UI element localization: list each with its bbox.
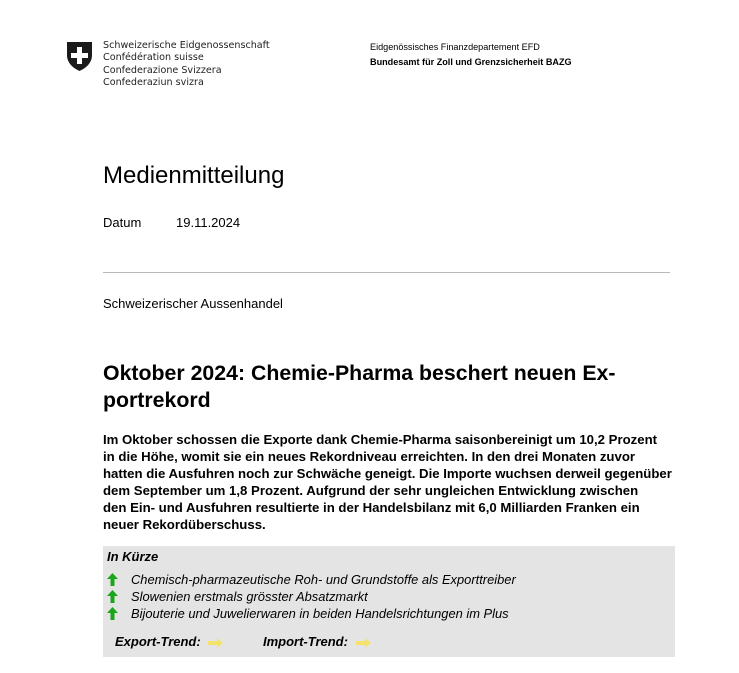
right-arrow-icon: [208, 638, 223, 648]
trend-row: [115, 634, 407, 650]
office-name: Bundesamt für Zoll und Grenzsicherheit BAZG: [370, 57, 572, 67]
summary-list: [107, 572, 516, 623]
department-name: Eidgenössisches Finanzdepartement EFD: [370, 42, 540, 52]
confederation-name-de: Schweizerische Eidgenossenschaft: [103, 40, 270, 51]
date-row: [103, 215, 241, 231]
divider: [103, 272, 670, 273]
swiss-shield-icon: [66, 41, 93, 72]
document-type: Medienmitteilung: [103, 162, 285, 189]
lead-line: in die Höhe, womit sie ein neues Rekordniveau erreichten. In den drei Monaten zuvor: [103, 448, 636, 464]
summary-item-text: Slowenien erstmals grösster Absatzmarkt: [131, 589, 368, 604]
summary-item: [107, 606, 516, 623]
summary-item-text: Chemisch-pharmazeutische Roh- und Grundstoffe als Exporttreiber: [131, 572, 516, 587]
export-trend: [115, 634, 223, 650]
date-value: 19.11.2024: [176, 215, 241, 230]
right-arrow-icon: [356, 638, 371, 648]
lead-paragraph: [103, 432, 678, 533]
export-trend-label: Export-Trend:: [115, 634, 201, 649]
summary-item-text: Bijouterie und Juwelierwaren in beiden Handelsrichtungen im Plus: [131, 606, 509, 621]
import-trend-label: Import-Trend:: [262, 634, 348, 649]
lead-line: Im Oktober schossen die Exporte dank Chemie-Pharma saisonbereinigt um 10,2 Prozent: [103, 432, 658, 447]
department-block: [370, 40, 572, 70]
confederation-logo: [66, 38, 270, 101]
summary-item: [107, 572, 516, 589]
headline: [103, 360, 678, 414]
up-arrow-icon: [107, 607, 118, 620]
topic-line: Schweizerischer Aussenhandel: [103, 296, 283, 311]
lead-line: neuer Rekordüberschuss.: [103, 516, 266, 532]
lead-line: hatten die Ausfuhren noch zur Schwäche geneigt. Die Importe wuchsen derweil gegenüber: [103, 465, 672, 481]
confederation-name-it: Confederazione Svizzera: [103, 64, 222, 76]
up-arrow-icon: [107, 590, 118, 603]
summary-title: In Kürze: [107, 549, 159, 564]
headline-line-1: Oktober 2024: Chemie-Pharma beschert neuen Ex-: [103, 361, 616, 385]
date-label: Datum: [103, 215, 142, 230]
headline-line-2: portrekord: [103, 388, 211, 412]
lead-line: den Ein- und Ausfuhren resultierte in der Handelsbilanz mit 6,0 Milliarden Franken ein: [103, 499, 640, 515]
up-arrow-icon: [107, 573, 118, 586]
summary-box: [103, 546, 675, 657]
import-trend: [263, 634, 371, 650]
confederation-name-fr: Confédération suisse: [103, 52, 204, 64]
summary-item: [107, 589, 516, 606]
confederation-name-rm: Confederaziun svizra: [103, 77, 204, 89]
lead-line: dem September um 1,8 Prozent. Aufgrund der sehr ungleichen Entwicklung zwischen: [103, 482, 639, 498]
confederation-names: [103, 40, 270, 90]
